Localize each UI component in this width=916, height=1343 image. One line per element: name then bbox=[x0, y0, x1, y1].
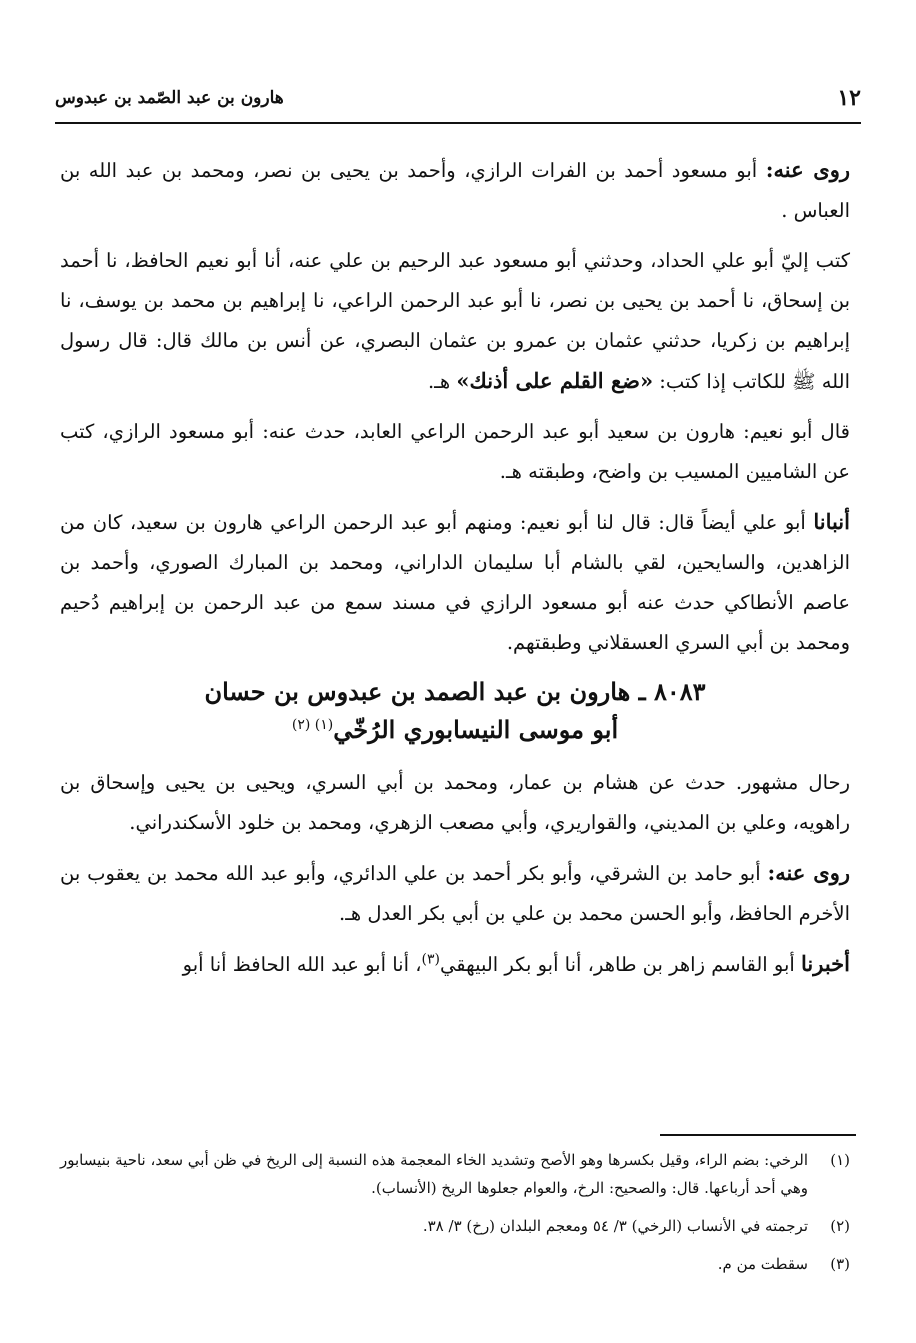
paragraph-text: كتب إليّ أبو علي الحداد، وحدثني أبو مسعود عبد الرحيم بن علي عنه، أنا أبو نعيم الحافظ، نا أحمد بن إسحاق، نا أحمد بن يحيى بن نصر، نا أبو عبد الرحمن الراعي، نا إبراهيم بن محمد بن يوسف، نا إبراهيم بن زكريا، حدثني عثمان بن عمرو بن عثمان البصري، عن أنس بن مالك قال: قال رسول الله ﷺ للكاتب إذا كتب: bbox=[60, 249, 850, 393]
footnote-item bbox=[60, 1212, 850, 1240]
paragraph-text: أبو حامد بن الشرقي، وأبو بكر أحمد بن علي الدائري، وأبو عبد الله محمد بن يعقوب بن الأخرم الحافظ، وأبو الحسن محمد بن علي بن أبي بكر العدل هـ. bbox=[60, 862, 850, 925]
keyword: روى عنه: bbox=[767, 860, 850, 885]
page-number: ١٢ bbox=[837, 85, 861, 111]
footnote-text: الرخي: بضم الراء، وقيل بكسرها وهو الأصح وتشديد الخاء المعجمة هذه النسبة إلى الريخ في ظن أبي سعد، ناحية بنيسابور وهي أحد أرباعها. قال: والصحيح: الرخ، والعوام جعلوها الريخ (الأنساب). bbox=[60, 1151, 808, 1197]
entry-heading bbox=[60, 673, 850, 749]
page-header bbox=[55, 78, 861, 118]
footnote-ref[interactable]: (٣) bbox=[421, 951, 440, 968]
akhbarana-paragraph bbox=[60, 944, 850, 985]
entry-heading-line2: أبو موسى النيسابوري الرُخّي bbox=[333, 715, 619, 744]
keyword: روى عنه: bbox=[765, 157, 850, 182]
running-title: هارون بن عبد الصّمد بن عبدوس bbox=[55, 88, 284, 108]
footnote-text: ترجمته في الأنساب (الرخي) ٣/ ٥٤ ومعجم البلدان (رخ) ٣/ ٣٨. bbox=[422, 1217, 808, 1235]
hadith-text: «ضع القلم على أذنك» bbox=[456, 368, 654, 393]
footnote-ref[interactable]: (١) (٢) bbox=[291, 717, 334, 733]
paragraph-text: أبو مسعود أحمد بن الفرات الرازي، وأحمد بن يحيى بن نصر، ومحمد بن عبد الله بن العباس . bbox=[60, 159, 850, 222]
paragraph-text: ، أنا أبو عبد الله الحافظ أنا أبو bbox=[182, 953, 422, 976]
footnote-item bbox=[60, 1250, 850, 1278]
entry-heading-line1: ٨٠٨٣ ـ هارون بن عبد الصمد بن عبدوس بن حسان bbox=[204, 677, 706, 706]
paragraph-text: أبو علي أيضاً قال: قال لنا أبو نعيم: ومنهم أبو عبد الرحمن الراعي هارون بن سعيد، كان من الزاهدين، والسايحين، لقي بالشام أبا سليمان الداراني، ومحمد بن المبارك الصوري، وأحمد بن عاصم الأنطاكي حدث عنه أبو مسعود الرازي في مسند سمع من عبد الرحمن بن إبراهيم دُحيم ومحمد بن أبي السري العسقلاني وطبقتهم. bbox=[60, 511, 850, 654]
paragraph-tail: هـ. bbox=[427, 370, 457, 393]
anbana-paragraph bbox=[60, 502, 850, 663]
footnote-divider bbox=[660, 1134, 856, 1136]
paragraph-text: أبو القاسم زاهر بن طاهر، أنا أبو بكر البيهقي bbox=[439, 953, 802, 976]
biography-paragraph bbox=[60, 763, 850, 843]
footnote-text: سقطت من م. bbox=[717, 1255, 808, 1273]
keyword: أنبانا bbox=[813, 509, 850, 534]
footnote-number: (٢) bbox=[830, 1217, 850, 1235]
footnote-number: (١) bbox=[830, 1151, 850, 1169]
abu-nuaym-paragraph bbox=[60, 412, 850, 492]
narrators-paragraph bbox=[60, 853, 850, 934]
footnote-number: (٣) bbox=[830, 1255, 850, 1273]
narrators-paragraph bbox=[60, 150, 850, 231]
header-divider bbox=[55, 122, 861, 124]
entry-heading-line2-wrap bbox=[60, 711, 850, 749]
footnote-item bbox=[60, 1146, 850, 1202]
footnotes bbox=[60, 1146, 850, 1288]
main-text bbox=[60, 150, 850, 995]
paragraph-text: قال أبو نعيم: هارون بن سعيد أبو عبد الرحمن الراعي العابد، حدث عنه: أبو مسعود الرازي، كتب عن الشاميين المسيب بن واضح، وطبقته هـ. bbox=[60, 420, 850, 483]
keyword: أخبرنا bbox=[801, 951, 850, 976]
hadith-paragraph bbox=[60, 241, 850, 402]
paragraph-text: رحال مشهور. حدث عن هشام بن عمار، ومحمد بن أبي السري، ويحيى بن يحيى وإسحاق بن راهويه، وعلي بن المديني، والقواريري، وأبي مصعب الزهري، ومحمد بن خلود الأسكندراني. bbox=[60, 771, 850, 834]
